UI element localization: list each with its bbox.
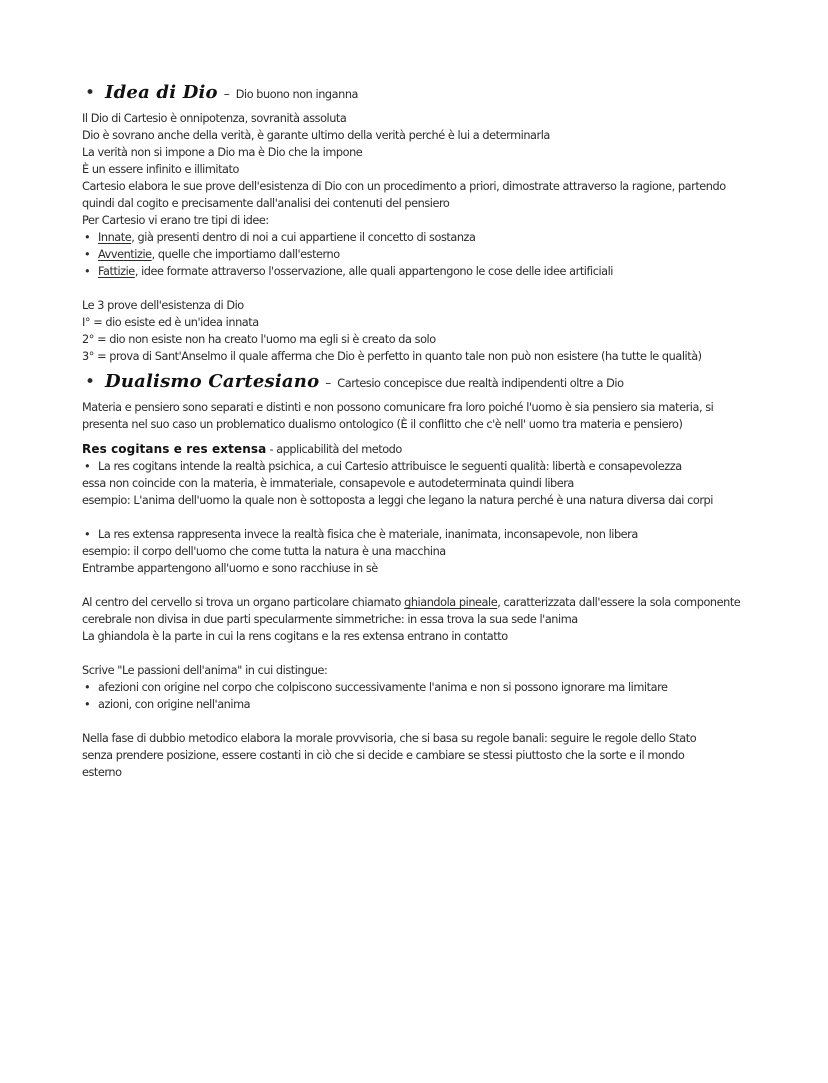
proofs-title: Le 3 prove dell'esistenza di Dio: [82, 299, 244, 312]
text-line: Nella fase di dubbio metodico elabora la morale provvisoria, che si basa su regole banali: seguire le regole dello Stato: [82, 732, 697, 745]
text-line: cerebrale non divisa in due parti specularmente simmetriche: in essa trova la sua sede l'anima: [82, 613, 578, 626]
idea-description: , quelle che importiamo dall'esterno: [151, 248, 340, 261]
text-line: esterno: [82, 766, 122, 779]
text-line: Dio è sovrano anche della verità, è garante ultimo della verità perché è lui a determinarla: [82, 129, 550, 142]
text-line: Materia e pensiero sono separati e distinti e non possono comunicare fra loro poiché l'uomo è sia pensiero sia materia, si: [82, 401, 714, 414]
passion-text: afezioni con origine nel corpo che colpiscono successivamente l'anima e non si possono ignorare ma limitare: [98, 681, 668, 694]
section-heading-idea-di-dio: [82, 84, 762, 110]
bullet-icon: •: [84, 460, 91, 473]
text-line: Entrambe appartengono all'uomo e sono racchiuse in sè: [82, 562, 378, 575]
bullet-icon: •: [84, 698, 91, 711]
passions-intro: Scrive "Le passioni dell'anima" in cui distingue:: [82, 664, 328, 677]
notes-content: [82, 84, 762, 781]
pineal-term: ghiandola pineale: [404, 596, 498, 609]
list-item-idea: [82, 229, 762, 246]
text-line: essa non coincide con la materia, è immateriale, consapevole e autodeterminata quindi libera: [82, 477, 574, 490]
bullet-icon: •: [84, 248, 91, 261]
proof-item: 3° = prova di Sant'Anselmo il quale afferma che Dio è perfetto in quanto tale non può non esistere (ha tutte le qualità): [82, 350, 702, 363]
list-item-passion: [82, 696, 762, 713]
res-cogitans-text: La res cogitans intende la realtà psichica, a cui Cartesio attribuisce le seguenti qualità: libertà e consapevolezza: [98, 460, 682, 473]
text-line: Cartesio elabora le sue prove dell'esistenza di Dio con un procedimento a priori, dimostrate attraverso la ragione, partendo: [82, 180, 726, 193]
idea-term: Avventizie: [98, 248, 152, 261]
list-item-idea: [82, 263, 762, 280]
bullet-icon: •: [85, 83, 96, 103]
bullet-icon: •: [84, 231, 91, 244]
list-item-passion: [82, 679, 762, 696]
idea-term: Innate: [98, 231, 132, 244]
pineal-text-pre: Al centro del cervello si trova un organo particolare chiamato: [82, 596, 405, 609]
res-subtitle: applicabilità del metodo: [276, 443, 402, 456]
section-title: Idea di Dio: [105, 82, 218, 103]
text-line: La ghiandola è la parte in cui la rens cogitans e la res extensa entrano in contatto: [82, 630, 508, 643]
text-line: La verità non si impone a Dio ma è Dio che la impone: [82, 146, 363, 159]
res-heading: [82, 441, 762, 458]
list-item-res-extensa: [82, 526, 762, 543]
proof-item: I° = dio esiste ed è un'idea innata: [82, 316, 259, 329]
text-line: Il Dio di Cartesio è onnipotenza, sovranità assoluta: [82, 112, 347, 125]
list-item-idea: [82, 246, 762, 263]
text-line: esempio: L'anima dell'uomo la quale non è sottoposta a leggi che legano la natura perché è una natura diversa dai corpi: [82, 494, 713, 507]
res-extensa-text: La res extensa rappresenta invece la realtà fisica che è materiale, inanimata, inconsapevole, non libera: [98, 528, 638, 541]
res-title: Res cogitans e res extensa: [82, 442, 267, 456]
idea-description: , già presenti dentro di noi a cui appartiene il concetto di sostanza: [131, 231, 476, 244]
bullet-icon: •: [84, 681, 91, 694]
idea-description: , idee formate attraverso l'osservazione, alle quali appartengono le cose delle idee artificiali: [134, 265, 613, 278]
text-line: esempio: il corpo dell'uomo che come tutta la natura è una macchina: [82, 545, 446, 558]
list-item-res-cogitans: [82, 458, 762, 475]
bullet-icon: •: [84, 528, 91, 541]
pineal-text-post: , caratterizzata dall'essere la sola componente: [497, 596, 741, 609]
section-subtitle: Cartesio concepisce due realtà indipendenti oltre a Dio: [337, 377, 624, 390]
proof-item: 2° = dio non esiste non ha creato l'uomo ma egli si è creato da solo: [82, 333, 436, 346]
text-line: [82, 594, 762, 611]
section-heading-dualismo: [82, 373, 762, 399]
bullet-icon: •: [85, 372, 96, 392]
text-line: quindi dal cogito e precisamente dall'analisi dei contenuti del pensiero: [82, 197, 450, 210]
dash-separator: -: [269, 443, 277, 456]
text-line: È un essere infinito e illimitato: [82, 163, 239, 176]
section-subtitle: Dio buono non inganna: [235, 88, 359, 101]
bullet-icon: •: [84, 265, 91, 278]
dash-separator: –: [223, 87, 230, 101]
dash-separator: –: [325, 376, 332, 390]
idea-term: Fattizie: [98, 265, 135, 278]
text-line: presenta nel suo caso un problematico dualismo ontologico (È il conflitto che c'è nell' uomo tra materia e pensiero): [82, 418, 683, 431]
section-title: Dualismo Cartesiano: [105, 371, 320, 392]
text-line: senza prendere posizione, essere costanti in ciò che si decide e cambiare se stessi piuttosto che la sorte e il mondo: [82, 749, 685, 762]
text-line: Per Cartesio vi erano tre tipi di idee:: [82, 214, 269, 227]
passion-text: azioni, con origine nell'anima: [98, 698, 251, 711]
